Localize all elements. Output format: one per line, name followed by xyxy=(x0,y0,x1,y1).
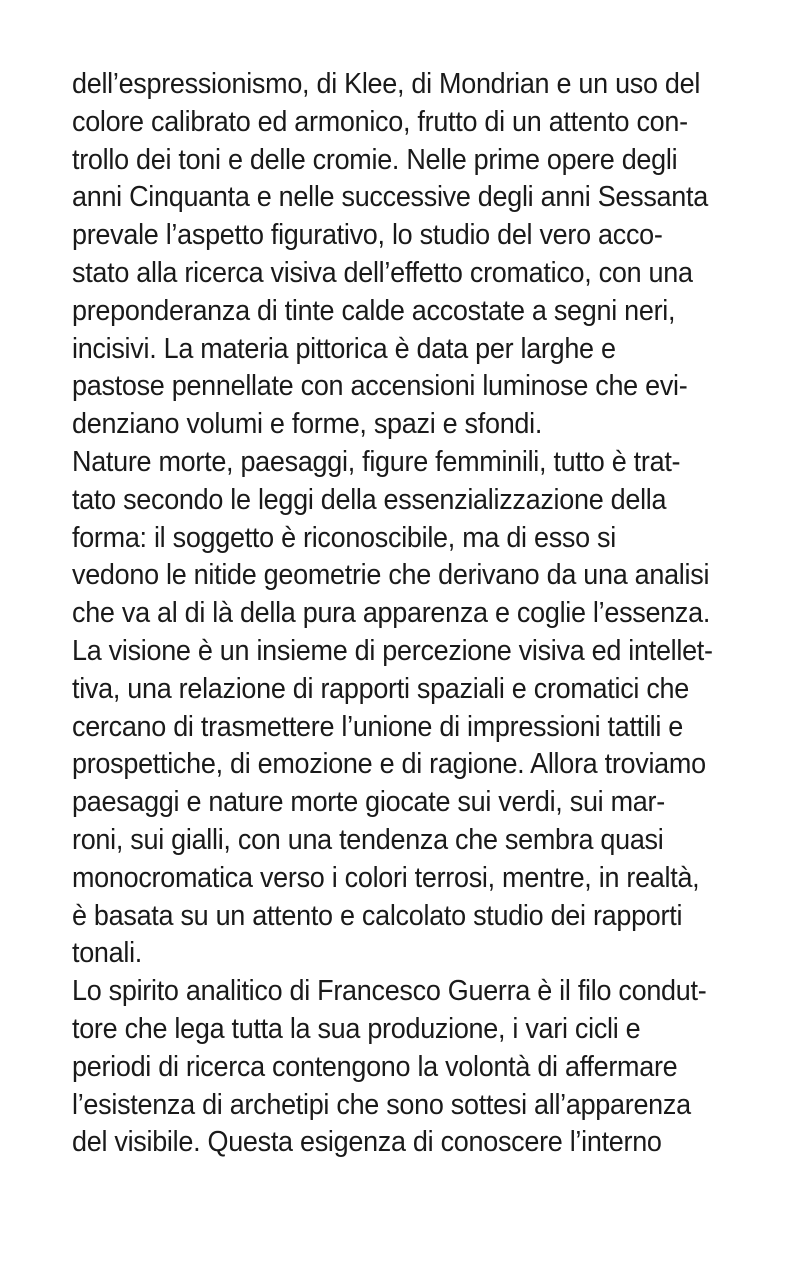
text-line: è basata su un attento e calcolato studio dei rapporti xyxy=(72,899,683,932)
text-line: incisivi. La materia pittorica è data per larghe e xyxy=(72,332,616,365)
text-line: tore che lega tutta la sua produzione, i vari cicli e xyxy=(72,1012,641,1045)
text-line: vedono le nitide geometrie che derivano da una analisi xyxy=(72,559,710,592)
text-line: dell’espressionismo, di Klee, di Mondrian e un uso del xyxy=(72,68,701,100)
text-line: paesaggi e nature morte giocate sui verdi, sui mar- xyxy=(72,786,665,819)
text-line: tonali. xyxy=(72,937,143,970)
text-line: del visibile. Questa esigenza di conoscere l’interno xyxy=(72,1126,662,1159)
text-page xyxy=(72,66,762,1162)
text-line: stato alla ricerca visiva dell’effetto cromatico, con una xyxy=(72,256,693,289)
text-line: La visione è un insieme di percezione visiva ed intellet- xyxy=(72,634,713,667)
text-line: colore calibrato ed armonico, frutto di un attento con- xyxy=(72,105,688,138)
text-line: tato secondo le leggi della essenzializzazione della xyxy=(72,483,667,516)
text-line: roni, sui gialli, con una tendenza che sembra quasi xyxy=(72,823,664,856)
text-line: forma: il soggetto è riconoscibile, ma di esso si xyxy=(72,521,616,554)
text-line: che va al di là della pura apparenza e coglie l’essenza. xyxy=(72,597,711,630)
text-line: preponderanza di tinte calde accostate a segni neri, xyxy=(72,294,676,327)
text-line: Nature morte, paesaggi, figure femminili, tutto è trat- xyxy=(72,445,681,478)
text-line: cercano di trasmettere l’unione di impressioni tattili e xyxy=(72,710,683,743)
text-line: periodi di ricerca contengono la volontà di affermare xyxy=(72,1050,678,1083)
text-line: l’esistenza di archetipi che sono sottesi all’apparenza xyxy=(72,1088,691,1121)
text-line: prevale l’aspetto figurativo, lo studio del vero acco- xyxy=(72,219,663,252)
text-line: Lo spirito analitico di Francesco Guerra è il filo condut- xyxy=(72,975,707,1008)
text-line: monocromatica verso i colori terrosi, mentre, in realtà, xyxy=(72,861,700,894)
text-line: anni Cinquanta e nelle successive degli anni Sessanta xyxy=(72,181,708,214)
text-line: prospettiche, di emozione e di ragione. Allora troviamo xyxy=(72,748,706,781)
text-line: denziano volumi e forme, spazi e sfondi. xyxy=(72,408,543,441)
text-line: trollo dei toni e delle cromie. Nelle prime opere degli xyxy=(72,143,678,176)
text-line: tiva, una relazione di rapporti spaziali e cromatici che xyxy=(72,672,689,705)
text-line: pastose pennellate con accensioni luminose che evi- xyxy=(72,370,688,403)
